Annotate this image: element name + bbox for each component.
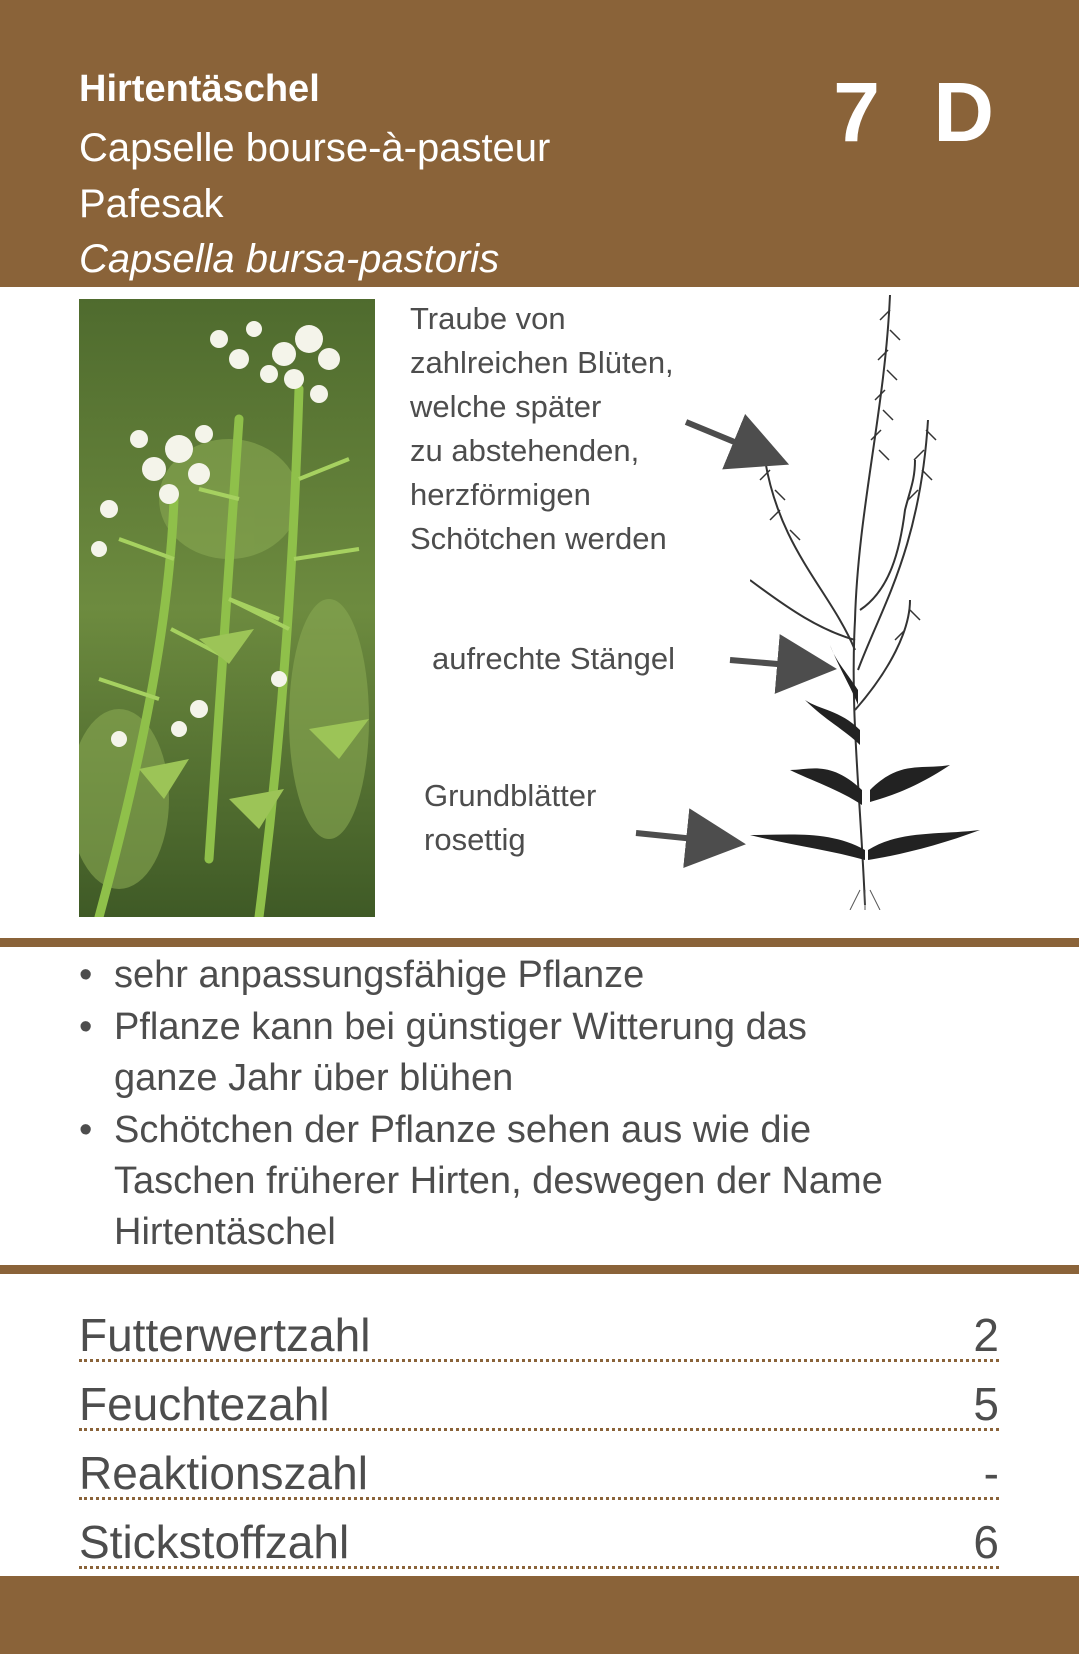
stem-annotation: aufrechte Stängel (432, 641, 676, 676)
bullet-icon: • (79, 1109, 93, 1151)
raceme-line: welche später (410, 389, 602, 424)
raceme-line: zahlreichen Blüten, (410, 345, 674, 380)
fact-item (79, 950, 1019, 1001)
ecological-indicators (79, 1293, 999, 1569)
section-divider (0, 938, 1079, 947)
raceme-annotation (410, 297, 730, 561)
latin-name: Capsella bursa-pastoris (79, 237, 500, 281)
raceme-line: Schötchen werden (410, 521, 667, 556)
bullet-icon: • (79, 1006, 93, 1048)
section-divider (0, 1265, 1079, 1274)
fact-item (79, 1002, 1019, 1104)
german-name: Hirtentäschel (79, 68, 320, 110)
fact-line: Pflanze kann bei günstiger Witterung das (114, 1006, 807, 1048)
indicator-label: Reaktionszahl (79, 1446, 368, 1499)
indicator-value: 6 (973, 1515, 999, 1568)
fact-line: Hirtentäschel (114, 1211, 336, 1253)
fact-line: ganze Jahr über blühen (114, 1057, 514, 1099)
french-name: Capselle bourse-à-pasteur (79, 126, 551, 170)
indicator-value: 5 (973, 1377, 999, 1430)
header-band (0, 0, 1079, 287)
indicator-row (79, 1431, 999, 1500)
raceme-line: Traube von (410, 301, 566, 336)
raceme-line: herzförmigen (410, 477, 591, 512)
fact-item (79, 1105, 1019, 1258)
plant-drawing (750, 290, 1010, 910)
raceme-line: zu abstehenden, (410, 433, 640, 468)
indicator-row (79, 1362, 999, 1431)
bullet-icon: • (79, 954, 93, 996)
footer-band (0, 1576, 1079, 1654)
luxembourgish-name: Pafesak (79, 182, 224, 226)
indicator-row (79, 1293, 999, 1362)
indicator-label: Feuchtezahl (79, 1377, 330, 1430)
fact-line: sehr anpassungsfähige Pflanze (114, 954, 645, 996)
basal-line: Grundblätter (424, 778, 597, 813)
indicator-label: Stickstoffzahl (79, 1515, 350, 1568)
indicator-value: - (983, 1446, 999, 1499)
fact-line: Taschen früherer Hirten, deswegen der Name (114, 1160, 883, 1202)
indicator-row (79, 1500, 999, 1569)
basal-line: rosettig (424, 822, 526, 857)
fact-line: Schötchen der Pflanze sehen aus wie die (114, 1109, 812, 1151)
facts-list (79, 950, 1019, 1259)
card-code: 7 D (833, 65, 1000, 159)
plant-photo (79, 299, 375, 917)
indicator-value: 2 (973, 1308, 999, 1361)
indicator-label: Futterwertzahl (79, 1308, 371, 1361)
basal-leaves-annotation (424, 774, 684, 862)
